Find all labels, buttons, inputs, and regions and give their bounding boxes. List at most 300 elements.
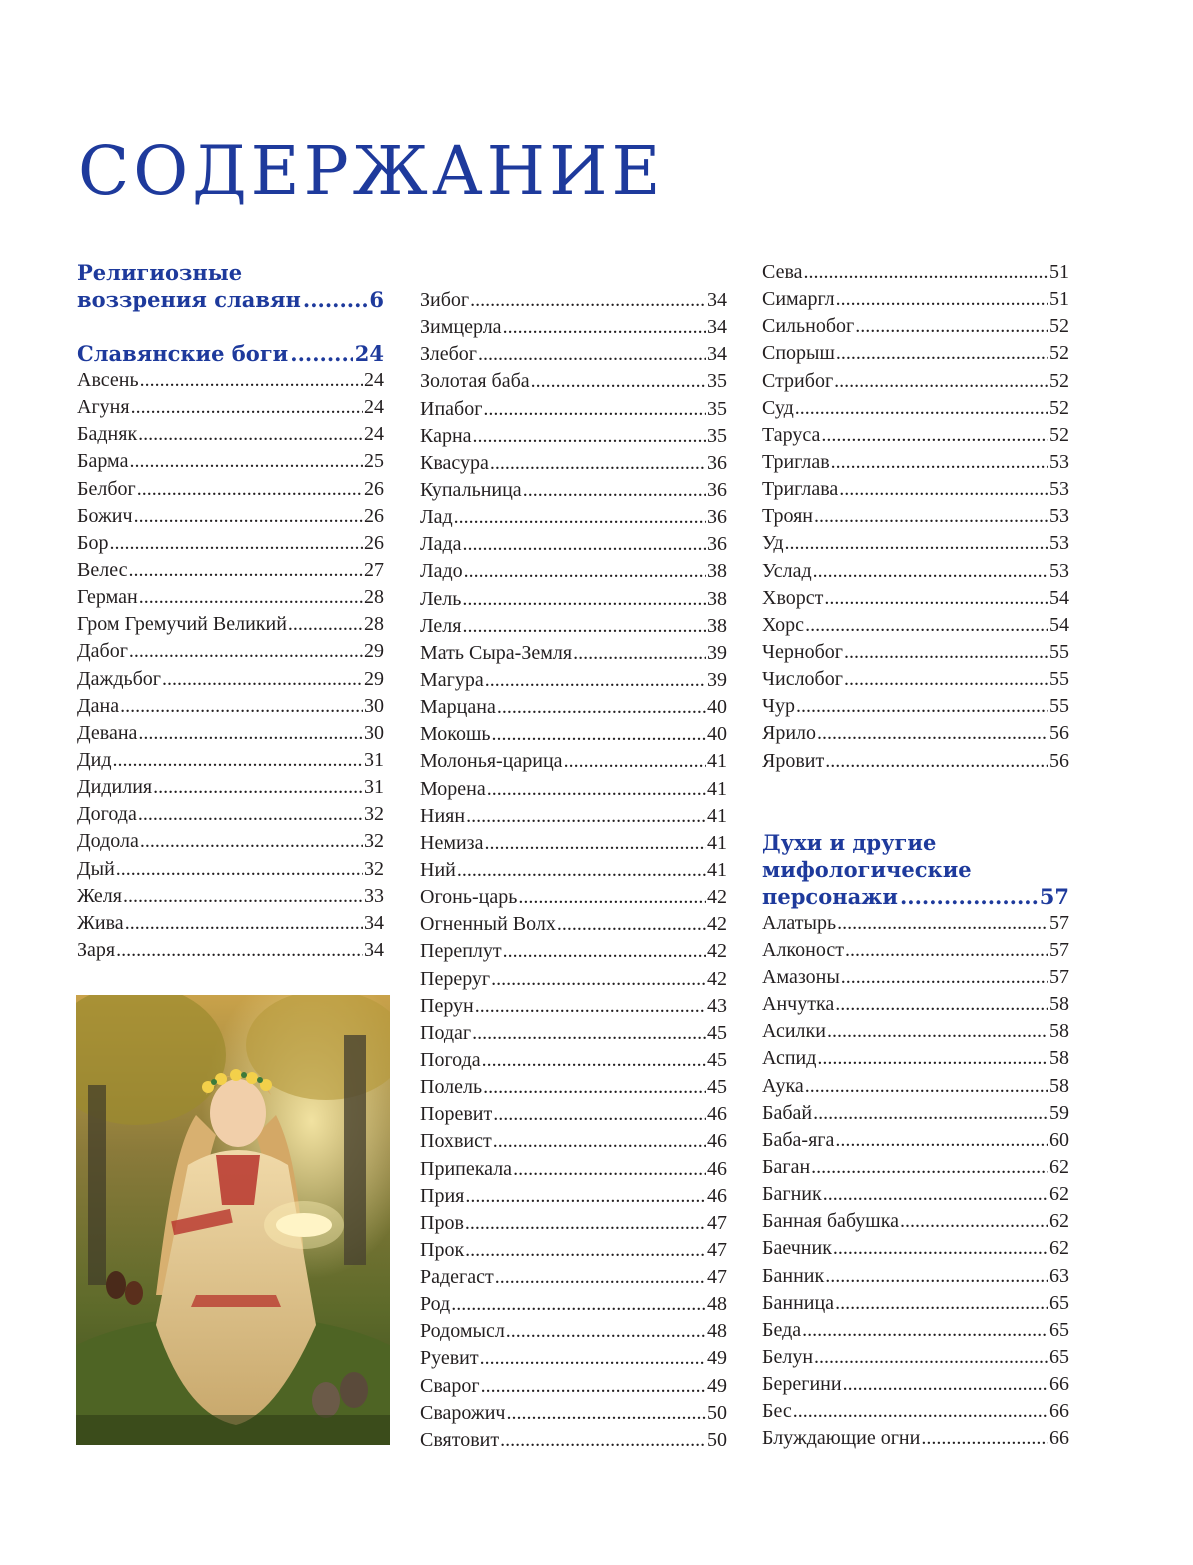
section-heading-gods[interactable] (77, 340, 384, 367)
entry-page-number: 58 (1049, 993, 1069, 1016)
entry-page-number: 40 (707, 723, 727, 746)
entry-title: Алатырь (762, 911, 837, 934)
entry-page-number: 60 (1049, 1128, 1069, 1151)
dot-leader (482, 1047, 706, 1074)
toc-entry[interactable] (420, 1427, 727, 1454)
dot-leader (796, 693, 1048, 720)
entry-title: Ний (420, 858, 456, 881)
dot-leader (802, 1317, 1048, 1344)
dot-leader (833, 1235, 1048, 1262)
dot-leader (129, 638, 363, 665)
dot-leader (573, 640, 706, 667)
toc-entry[interactable] (420, 1264, 727, 1291)
dot-leader (451, 1291, 706, 1318)
entry-page-number: 55 (1049, 640, 1069, 663)
toc-entry[interactable] (762, 530, 1069, 557)
toc-list (420, 287, 727, 1454)
entry-page-number: 66 (1049, 1400, 1069, 1423)
entry-title: Похвист (420, 1130, 492, 1153)
entry-page-number: 52 (1049, 369, 1069, 392)
toc-entry[interactable] (77, 394, 384, 421)
entry-page-number: 34 (707, 343, 727, 366)
toc-entry[interactable] (420, 1101, 727, 1128)
entry-title: Белун (762, 1345, 814, 1368)
entry-title: Беда (762, 1318, 802, 1341)
dot-leader (835, 991, 1048, 1018)
entry-page-number: 58 (1049, 1074, 1069, 1097)
entry-page-number: 47 (707, 1211, 727, 1234)
dot-leader (506, 1400, 706, 1427)
toc-entry[interactable] (77, 421, 384, 448)
section-heading-religion[interactable] (77, 259, 384, 313)
dot-leader (518, 884, 706, 911)
entry-page-number: 42 (707, 886, 727, 909)
entry-page-number: 32 (364, 830, 384, 853)
entry-page-number: 27 (364, 558, 384, 581)
toc-entry[interactable] (77, 856, 384, 883)
toc-entry[interactable] (762, 1425, 1069, 1452)
entry-title: Ярило (762, 722, 817, 745)
entry-page-number: 53 (1049, 478, 1069, 501)
toc-column-1 (77, 259, 384, 964)
entry-page-number: 66 (1049, 1427, 1069, 1450)
toc-entry[interactable] (762, 1371, 1069, 1398)
toc-entry[interactable] (762, 1290, 1069, 1317)
entry-page-number: 39 (707, 641, 727, 664)
toc-entry[interactable] (420, 1183, 727, 1210)
toc-entry[interactable] (77, 584, 384, 611)
entry-page-number: 33 (364, 884, 384, 907)
entry-title: Лад (420, 506, 453, 529)
toc-entry[interactable] (420, 830, 727, 857)
entry-title: Даждьбог (77, 667, 162, 690)
toc-entry[interactable] (420, 1074, 727, 1101)
dot-leader (817, 1045, 1048, 1072)
toc-entry[interactable] (420, 477, 727, 504)
entry-page-number: 28 (364, 586, 384, 609)
toc-entry[interactable] (420, 450, 727, 477)
entry-title: Квасура (420, 451, 489, 474)
toc-entry[interactable] (77, 476, 384, 503)
toc-entry[interactable] (77, 883, 384, 910)
toc-entry[interactable] (420, 1210, 727, 1237)
toc-entry[interactable] (420, 531, 727, 558)
dot-leader (485, 667, 706, 694)
entry-title: Хорс (762, 613, 805, 636)
dot-leader (138, 720, 363, 747)
entry-title: Полель (420, 1076, 483, 1099)
entry-title: Баба-яга (762, 1128, 835, 1151)
entry-page-number: 55 (1049, 668, 1069, 691)
dot-leader (472, 1020, 706, 1047)
entry-title: Аука (762, 1074, 804, 1097)
dot-leader (470, 287, 706, 314)
toc-entry[interactable] (420, 1318, 727, 1345)
entry-page-number: 50 (707, 1428, 727, 1451)
entry-page-number: 50 (707, 1401, 727, 1424)
entry-title: Поревит (420, 1103, 493, 1126)
toc-entry[interactable] (762, 368, 1069, 395)
dot-leader (844, 639, 1048, 666)
entry-page-number: 56 (1049, 749, 1069, 772)
toc-entry[interactable] (762, 340, 1069, 367)
dot-leader (814, 503, 1048, 530)
dot-leader (465, 1183, 706, 1210)
toc-entry[interactable] (420, 884, 727, 911)
dot-leader (503, 938, 706, 965)
dot-leader (120, 693, 363, 720)
dot-leader (500, 1427, 706, 1454)
entry-page-number: 52 (1049, 315, 1069, 338)
entry-page-number: 41 (707, 804, 727, 827)
entry-title: Переруг (420, 967, 491, 990)
dot-leader (480, 1345, 706, 1372)
toc-entry[interactable] (77, 367, 384, 394)
entry-title: Мать Сыра-Земля (420, 641, 573, 664)
toc-entry[interactable] (420, 721, 727, 748)
toc-entry[interactable] (420, 938, 727, 965)
dot-leader (836, 340, 1048, 367)
dot-leader (839, 476, 1048, 503)
entry-title: Девана (77, 721, 138, 744)
dot-leader (835, 1127, 1048, 1154)
dot-leader (131, 394, 363, 421)
entry-page-number: 35 (707, 424, 727, 447)
toc-entry[interactable] (762, 395, 1069, 422)
entry-page-number: 36 (707, 451, 727, 474)
dot-leader (492, 721, 706, 748)
entry-page-number: 56 (1049, 722, 1069, 745)
toc-entry[interactable] (762, 720, 1069, 747)
toc-entry[interactable] (77, 503, 384, 530)
toc-entry[interactable] (762, 666, 1069, 693)
toc-entry[interactable] (762, 449, 1069, 476)
toc-entry[interactable] (762, 1018, 1069, 1045)
entry-title: Бадняк (77, 423, 138, 446)
toc-entry[interactable] (762, 558, 1069, 585)
entry-title: Зимцерла (420, 316, 502, 339)
entry-page-number: 57 (1049, 938, 1069, 961)
toc-entry[interactable] (420, 1345, 727, 1372)
entry-title: Баечник (762, 1237, 832, 1260)
entry-title: Святовит (420, 1428, 500, 1451)
dot-leader (827, 1018, 1048, 1045)
entry-page-number: 39 (707, 668, 727, 691)
toc-entry[interactable] (762, 937, 1069, 964)
toc-entry[interactable] (420, 613, 727, 640)
toc-entry[interactable] (762, 1208, 1069, 1235)
entry-page-number: 52 (1049, 396, 1069, 419)
entry-title: Герман (77, 586, 138, 609)
entry-page-number: 36 (707, 478, 727, 501)
toc-entry[interactable] (420, 966, 727, 993)
toc-entry[interactable] (420, 993, 727, 1020)
toc-entry[interactable] (77, 611, 384, 638)
toc-entry[interactable] (762, 313, 1069, 340)
toc-entry[interactable] (762, 1073, 1069, 1100)
entry-page-number: 31 (364, 748, 384, 771)
entry-title: Услад (762, 559, 812, 582)
dot-leader (900, 883, 1038, 910)
entry-title: Амазоны (762, 965, 840, 988)
toc-entry[interactable] (420, 1047, 727, 1074)
entry-title: Триглава (762, 478, 839, 501)
toc-entry[interactable] (77, 910, 384, 937)
entry-title: Ипабог (420, 397, 483, 420)
dot-leader (831, 449, 1048, 476)
entry-page-number: 29 (364, 667, 384, 690)
toc-entry[interactable] (77, 747, 384, 774)
entry-page-number: 32 (364, 857, 384, 880)
toc-entry[interactable] (762, 1317, 1069, 1344)
toc-entry[interactable] (762, 286, 1069, 313)
dot-leader (465, 1237, 706, 1264)
entry-page-number: 28 (364, 613, 384, 636)
dot-leader (837, 910, 1048, 937)
entry-title: Додола (77, 830, 139, 853)
dot-leader (478, 341, 706, 368)
dot-leader (493, 1128, 706, 1155)
dot-leader (134, 503, 363, 530)
toc-entry[interactable] (762, 1100, 1069, 1127)
dot-leader (137, 476, 363, 503)
entry-title: Немиза (420, 831, 484, 854)
toc-entry[interactable] (762, 1154, 1069, 1181)
entry-page-number: 49 (707, 1347, 727, 1370)
dot-leader (153, 774, 363, 801)
toc-entry[interactable] (420, 803, 727, 830)
toc-entry[interactable] (762, 1181, 1069, 1208)
toc-entry[interactable] (420, 857, 727, 884)
toc-entry[interactable] (420, 640, 727, 667)
dot-leader (804, 259, 1048, 286)
toc-entry[interactable] (420, 748, 727, 775)
entry-page-number: 26 (364, 504, 384, 527)
dot-leader (288, 611, 363, 638)
toc-entry[interactable] (77, 557, 384, 584)
toc-entry[interactable] (762, 476, 1069, 503)
entry-title: Белбог (77, 477, 136, 500)
entry-page-number: 49 (707, 1374, 727, 1397)
dot-leader (497, 694, 706, 721)
toc-entry[interactable] (420, 1291, 727, 1318)
toc-column-3 (762, 259, 1069, 1452)
entry-title: Банная бабушка (762, 1210, 900, 1233)
entry-page-number: 58 (1049, 1047, 1069, 1070)
entry-title: Огненный Волх (420, 913, 556, 936)
toc-entry[interactable] (420, 1237, 727, 1264)
toc-entry[interactable] (762, 910, 1069, 937)
toc-entry[interactable] (420, 341, 727, 368)
dot-leader (483, 1074, 706, 1101)
dot-leader (900, 1208, 1048, 1235)
entry-title: Злебог (420, 343, 477, 366)
entry-title: Сильнобог (762, 315, 855, 338)
dot-leader (113, 747, 363, 774)
toc-entry[interactable] (762, 1263, 1069, 1290)
entry-title: Бор (77, 531, 109, 554)
toc-entry[interactable] (420, 667, 727, 694)
entry-page-number: 36 (707, 506, 727, 529)
entry-title: Зибог (420, 289, 470, 311)
entry-page-number: 46 (707, 1130, 727, 1153)
dot-leader (491, 966, 706, 993)
toc-entry[interactable] (762, 693, 1069, 720)
toc-entry[interactable] (420, 287, 727, 314)
entry-title: Багник (762, 1183, 822, 1206)
toc-entry[interactable] (420, 558, 727, 585)
entry-title: Припекала (420, 1157, 513, 1180)
entry-title: Заря (77, 938, 116, 961)
illustration-slavic-goddess (76, 995, 390, 1445)
dot-leader (481, 1373, 706, 1400)
toc-entry[interactable] (420, 911, 727, 938)
toc-entry[interactable] (77, 828, 384, 855)
toc-entry[interactable] (77, 448, 384, 475)
toc-entry[interactable] (420, 1373, 727, 1400)
entry-title: Хворст (762, 586, 824, 609)
entry-page-number: 38 (707, 614, 727, 637)
toc-entry[interactable] (77, 937, 384, 964)
dot-leader (813, 1100, 1048, 1127)
dot-leader (557, 911, 706, 938)
dot-leader (109, 530, 363, 557)
entry-page-number: 25 (364, 450, 384, 473)
toc-entry[interactable] (420, 1400, 727, 1427)
toc-entry[interactable] (420, 586, 727, 613)
entry-page-number: 62 (1049, 1183, 1069, 1206)
entry-page-number: 34 (364, 938, 384, 961)
entry-title: Дид (77, 748, 112, 771)
entry-page-number: 34 (707, 316, 727, 339)
entry-title: Берегини (762, 1373, 842, 1396)
dot-leader (464, 558, 706, 585)
dot-leader (495, 1264, 706, 1291)
entry-page-number: 51 (1049, 261, 1069, 283)
entry-page-number: 41 (707, 858, 727, 881)
entry-title: Сева (762, 261, 803, 283)
dot-leader (814, 1344, 1048, 1371)
toc-entry[interactable] (762, 1398, 1069, 1425)
toc-entry[interactable] (420, 1020, 727, 1047)
dot-leader (855, 313, 1048, 340)
dot-leader (506, 1318, 706, 1345)
entry-page-number: 26 (364, 531, 384, 554)
toc-entry[interactable] (420, 504, 727, 531)
entry-title: Гром Гремучий Великий (77, 613, 287, 636)
dot-leader (129, 448, 363, 475)
dot-leader (465, 1210, 706, 1237)
dot-leader (824, 585, 1048, 612)
entry-title: Молонья-царица (420, 750, 563, 773)
entry-page-number: 55 (1049, 695, 1069, 718)
dot-leader (843, 1371, 1048, 1398)
section-title-line: Духи и другие (762, 829, 937, 855)
entry-page-number: 46 (707, 1157, 727, 1180)
entry-title: Уд (762, 532, 784, 555)
dot-leader (835, 1290, 1048, 1317)
entry-title: Троян (762, 505, 813, 528)
toc-entry[interactable] (420, 368, 727, 395)
toc-entry[interactable] (762, 639, 1069, 666)
entry-title: Яровит (762, 749, 825, 772)
section-page-number: 24 (354, 341, 384, 366)
toc-entry[interactable] (762, 1344, 1069, 1371)
entry-page-number: 34 (364, 911, 384, 934)
entry-page-number: 65 (1049, 1318, 1069, 1341)
entry-page-number: 32 (364, 803, 384, 826)
toc-entry[interactable] (762, 964, 1069, 991)
entry-title: Жива (77, 911, 124, 934)
toc-entry[interactable] (762, 1235, 1069, 1262)
entry-title: Аспид (762, 1047, 817, 1070)
toc-entry[interactable] (420, 1128, 727, 1155)
dot-leader (138, 421, 363, 448)
toc-entry[interactable] (762, 259, 1069, 286)
entry-page-number: 31 (364, 776, 384, 799)
toc-entry[interactable] (77, 774, 384, 801)
dot-leader (564, 748, 706, 775)
dot-leader (490, 450, 706, 477)
toc-entry[interactable] (420, 396, 727, 423)
entry-title: Сварожич (420, 1401, 506, 1424)
section-heading-spirits[interactable] (762, 829, 1069, 910)
toc-entry[interactable] (420, 694, 727, 721)
toc-entry[interactable] (762, 991, 1069, 1018)
toc-entry[interactable] (77, 638, 384, 665)
dot-leader (811, 1154, 1048, 1181)
dot-leader (466, 803, 706, 830)
entry-page-number: 53 (1049, 559, 1069, 582)
entry-title: Ниян (420, 804, 466, 827)
toc-entry[interactable] (77, 666, 384, 693)
toc-entry[interactable] (420, 423, 727, 450)
toc-entry[interactable] (762, 503, 1069, 530)
toc-entry[interactable] (77, 801, 384, 828)
dot-leader (483, 396, 706, 423)
entry-title: Таруса (762, 423, 821, 446)
dot-leader (805, 612, 1048, 639)
toc-entry[interactable] (420, 776, 727, 803)
entry-page-number: 38 (707, 587, 727, 610)
toc-entry[interactable] (420, 314, 727, 341)
toc-entry[interactable] (762, 1045, 1069, 1072)
entry-title: Лада (420, 533, 462, 556)
toc-entry[interactable] (762, 1127, 1069, 1154)
entry-title: Спорыш (762, 342, 835, 365)
toc-entry[interactable] (420, 1156, 727, 1183)
toc-entry[interactable] (762, 612, 1069, 639)
toc-entry[interactable] (77, 530, 384, 557)
dot-leader (834, 368, 1048, 395)
dot-leader (290, 340, 353, 367)
entry-page-number: 54 (1049, 586, 1069, 609)
entry-page-number: 62 (1049, 1237, 1069, 1260)
dot-leader (140, 367, 363, 394)
dot-leader (821, 422, 1048, 449)
dot-leader (140, 828, 363, 855)
entry-page-number: 29 (364, 640, 384, 663)
entry-page-number: 45 (707, 1076, 727, 1099)
dot-leader (487, 776, 706, 803)
toc-entry[interactable] (762, 585, 1069, 612)
toc-entry[interactable] (762, 422, 1069, 449)
toc-entry[interactable] (77, 720, 384, 747)
section-title-line: воззрения славян (77, 287, 301, 312)
entry-page-number: 47 (707, 1238, 727, 1261)
toc-entry[interactable] (77, 693, 384, 720)
toc-entry[interactable] (762, 748, 1069, 775)
